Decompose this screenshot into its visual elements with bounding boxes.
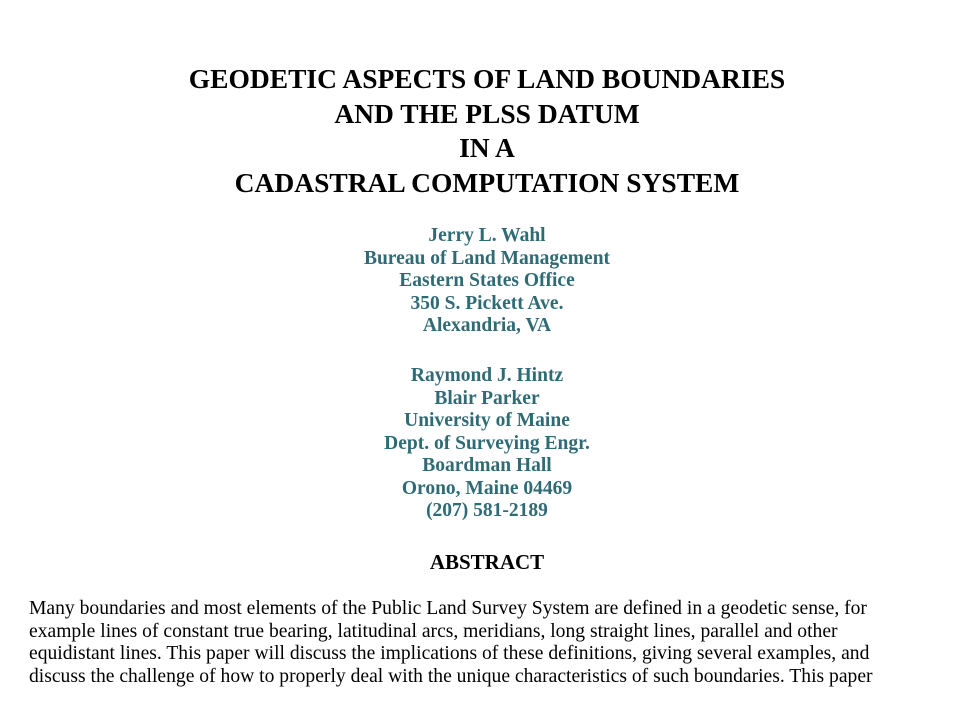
author-block-hintz-parker (0, 365, 960, 523)
author-department: Dept. of Surveying Engr. (384, 432, 590, 454)
abstract-line: discuss the challenge of how to properly deal with the unique characteristics of such boundaries. This paper (29, 666, 873, 688)
author-building: Boardman Hall (422, 455, 552, 476)
author-name: Blair Parker (434, 387, 540, 409)
title-line: AND THE PLSS DATUM (334, 97, 640, 129)
author-office: Eastern States Office (399, 270, 575, 291)
abstract-heading: ABSTRACT (429, 550, 545, 574)
author-block-wahl (0, 225, 960, 338)
author-name: Raymond J. Hintz (410, 365, 564, 386)
author-street-address: 350 S. Pickett Ave. (410, 292, 564, 314)
title-line: IN A (459, 132, 515, 163)
author-city: Alexandria, VA (422, 315, 552, 336)
title-line: GEODETIC ASPECTS OF LAND BOUNDARIES (188, 63, 786, 94)
abstract-line: equidistant lines. This paper will discuss the implications of these definitions, giving several examples, and (29, 643, 870, 665)
abstract-line: Many boundaries and most elements of the Public Land Survey System are defined in a geodetic sense, for (29, 598, 867, 619)
author-affiliation: University of Maine (404, 410, 570, 431)
abstract-line: example lines of constant true bearing, latitudinal arcs, meridians, long straight lines, parallel and other (29, 620, 838, 642)
author-phone: (207) 581-2189 (426, 500, 548, 521)
abstract-body (29, 598, 949, 688)
author-name: Jerry L. Wahl (428, 225, 546, 246)
title-line: CADASTRAL COMPUTATION SYSTEM (234, 166, 740, 198)
author-affiliation: Bureau of Land Management (363, 247, 611, 269)
paper-title (0, 62, 960, 200)
author-city: Orono, Maine 04469 (401, 477, 573, 499)
